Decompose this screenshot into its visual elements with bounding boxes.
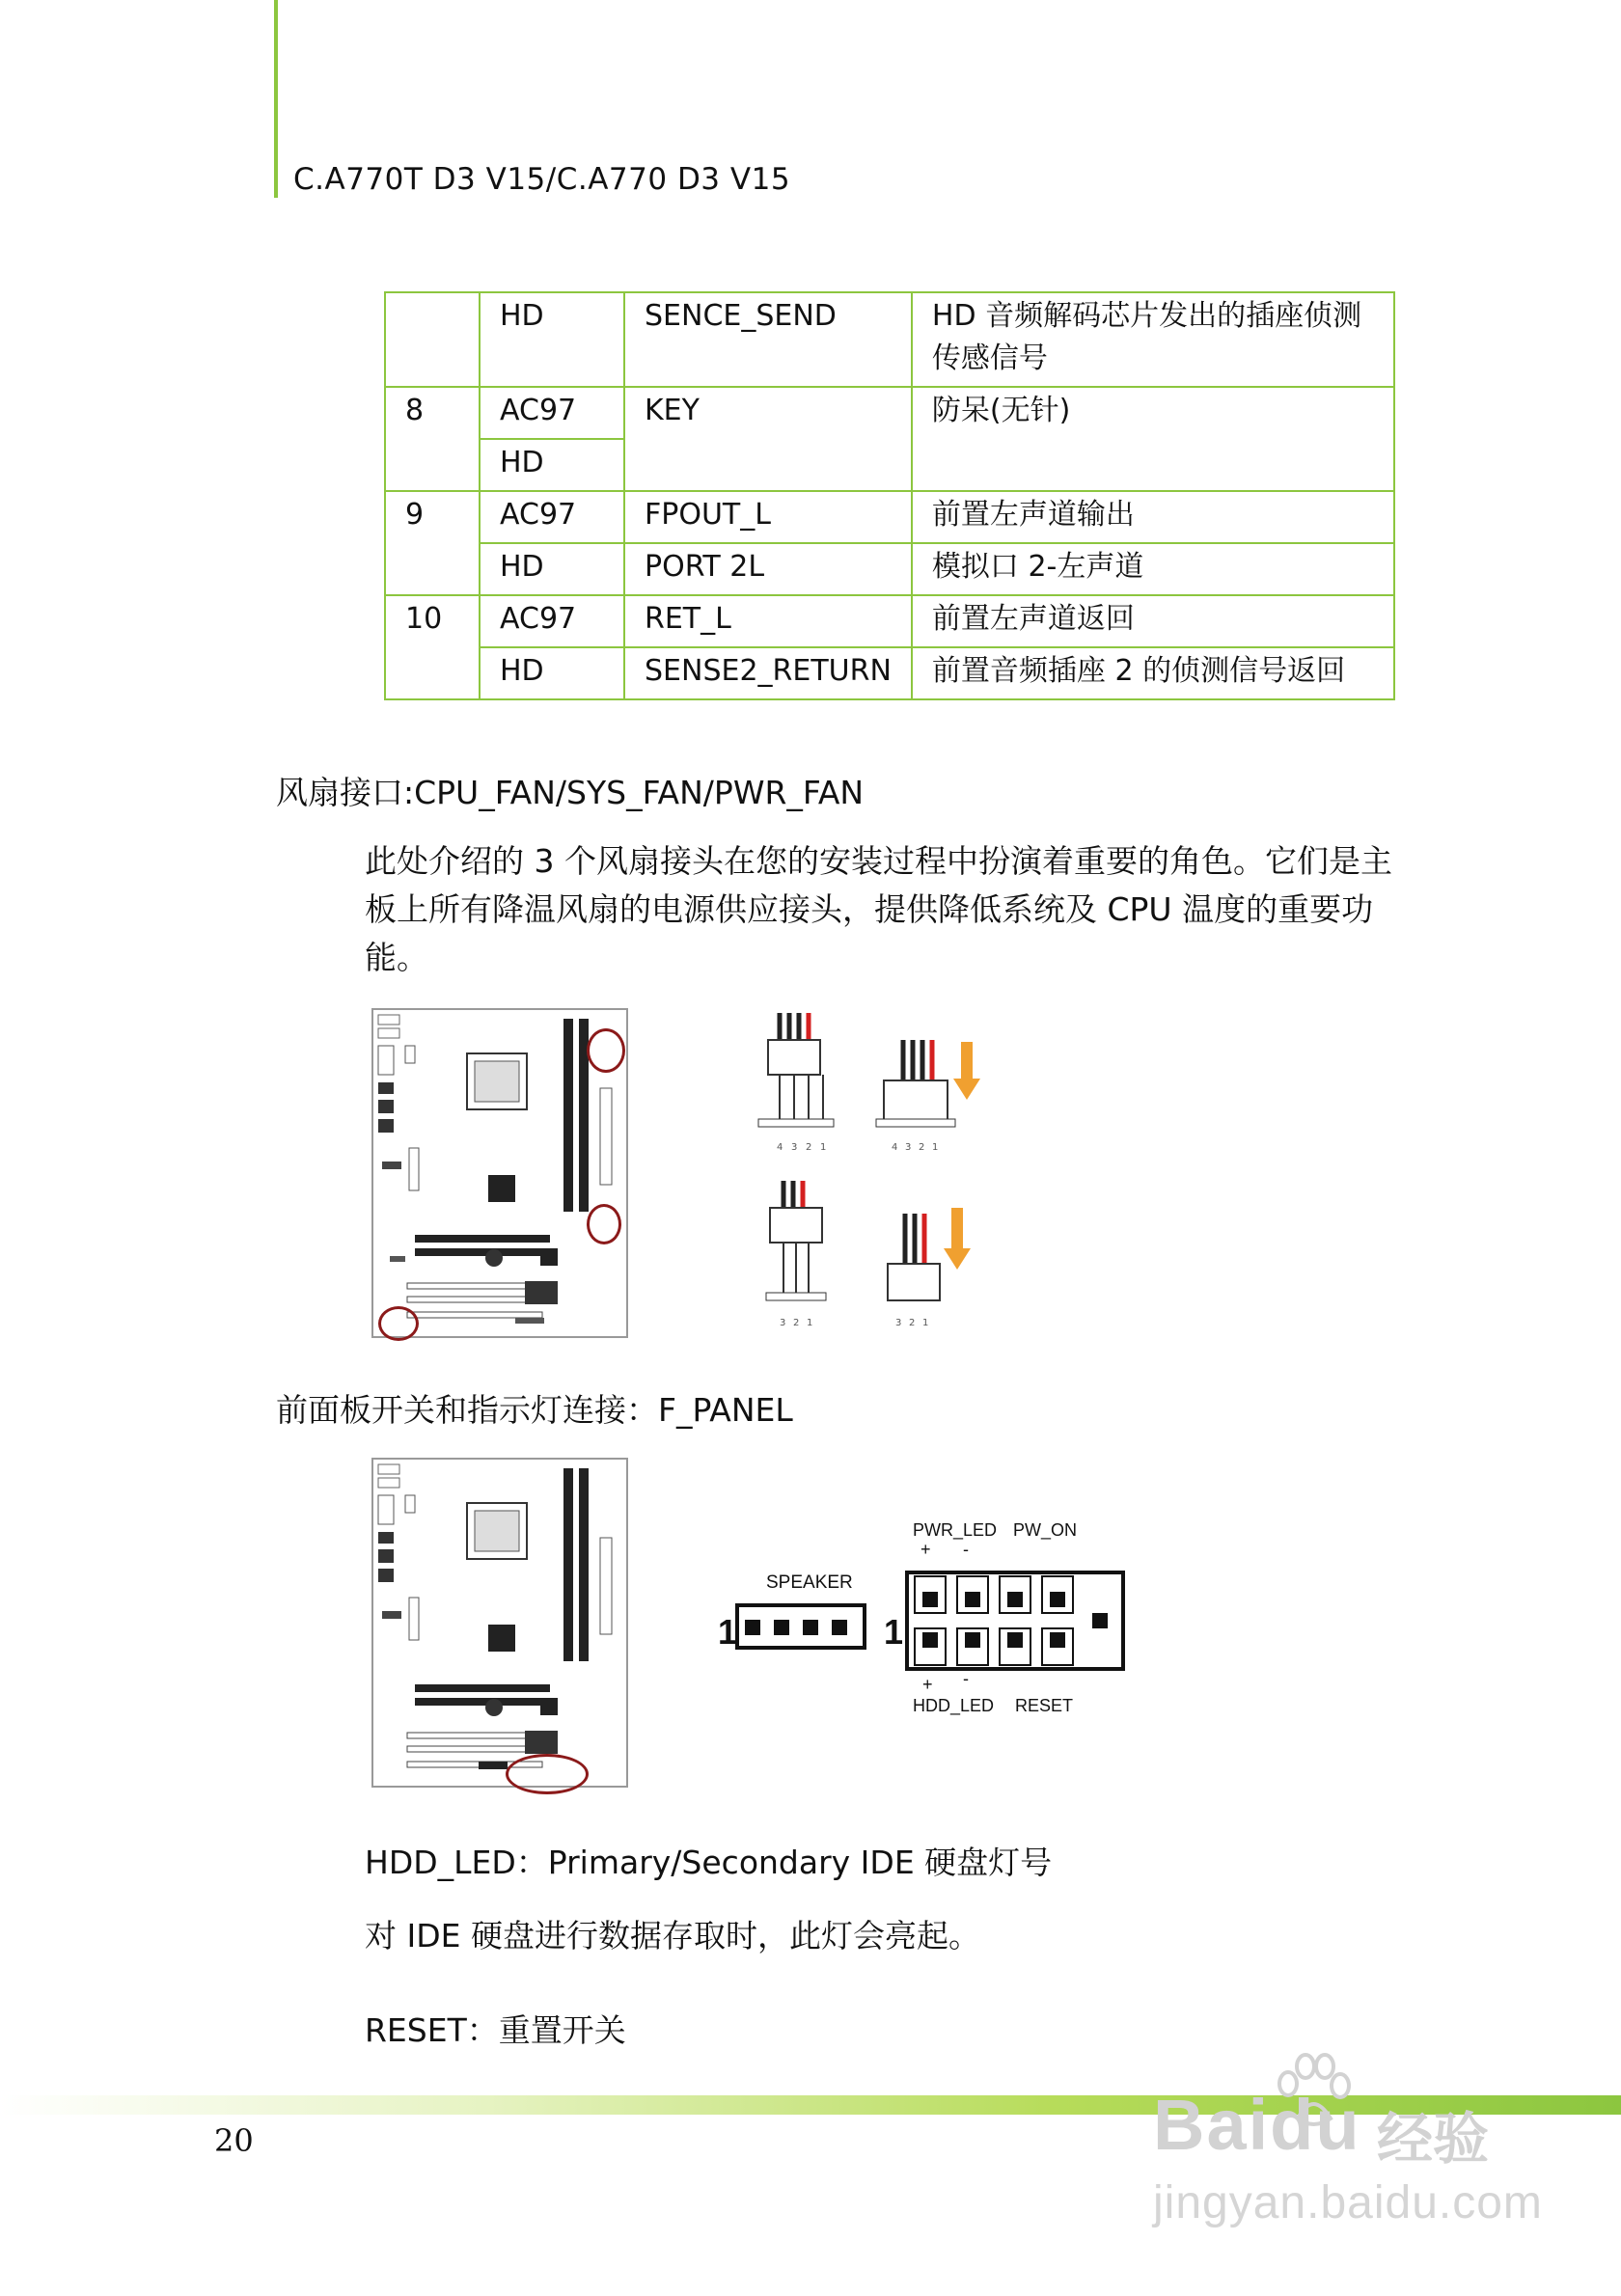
pwr-led-label: PWR_LED (913, 1520, 998, 1540)
description-cell: 前置左声道返回 (912, 595, 1394, 647)
pin-label: 2 (806, 1142, 812, 1153)
signal-cell: PORT 2L (624, 543, 912, 595)
fan-connector-illustration (741, 1007, 1030, 1335)
hdd-led-description: 对 IDE 硬盘进行数据存取时，此灯会亮起。 (365, 1917, 980, 1954)
page-header-model: C.A770T D3 V15/C.A770 D3 V15 (293, 162, 791, 197)
pwr-led-minus: - (963, 1540, 969, 1559)
paragraph-line: 板上所有降温风扇的电源供应接头，提供降低系统及 CPU 温度的重要功 (365, 890, 1374, 928)
pin-label: 3 (780, 1318, 786, 1328)
pin-label: 4 (892, 1142, 898, 1153)
fan-section-paragraph (365, 837, 1392, 982)
pwr-led-plus: + (920, 1540, 931, 1559)
page-number: 20 (214, 2122, 254, 2159)
pin-label: 3 (905, 1142, 912, 1153)
pin-label: 3 (791, 1142, 798, 1153)
hdd-led-minus: - (963, 1669, 969, 1688)
panel-section-title: 前面板开关和指示灯连接：F_PANEL (276, 1391, 793, 1429)
pin-label: 3 (895, 1318, 902, 1328)
watermark-brand-cn: 经验 (1377, 2106, 1490, 2172)
pwr-fan-marker (378, 1306, 419, 1341)
audio-pin-table (384, 291, 1395, 700)
hdd-led-label: HDD_LED (913, 1696, 995, 1715)
pin-label: 1 (807, 1318, 813, 1328)
sys-fan-marker (587, 1204, 621, 1244)
table-row (385, 292, 1394, 387)
pin-cell: 8 (385, 387, 480, 491)
watermark-brand-suffix: du (1270, 2085, 1361, 2165)
reset-label: RESET (1015, 1696, 1074, 1715)
three-pin-connector-plugged (888, 1208, 971, 1300)
signal-cell: FPOUT_L (624, 491, 912, 543)
baidu-jingyan-watermark (1153, 2045, 1543, 2238)
pin-cell (385, 292, 480, 387)
standard-cell: HD (480, 543, 624, 595)
hdd-led-title: HDD_LED：Primary/Secondary IDE 硬盘灯号 (365, 1844, 1053, 1881)
standard-cell: HD (480, 292, 624, 387)
pin-cell: 9 (385, 491, 480, 595)
header-accent-line (274, 0, 278, 198)
pin-label: 2 (909, 1318, 916, 1328)
description-cell: HD 音频解码芯片发出的插座侦测传感信号 (912, 292, 1394, 387)
paragraph-line: 此处介绍的 3 个风扇接头在您的安装过程中扮演着重要的角色。它们是主 (365, 842, 1392, 880)
pin-one-label-left: 1 (718, 1612, 738, 1652)
speaker-label: SPEAKER (766, 1572, 853, 1593)
signal-cell: SENSE2_RETURN (624, 647, 912, 699)
pin-label: 4 (777, 1142, 783, 1153)
hdd-led-plus: + (922, 1675, 933, 1694)
cpu-fan-marker (587, 1028, 625, 1073)
motherboard-panel-location-diagram (371, 1457, 631, 1790)
pin-one-label-right: 1 (884, 1612, 904, 1652)
pin-cell: 10 (385, 595, 480, 699)
pin-label: 2 (793, 1318, 800, 1328)
pin-label: 1 (932, 1142, 939, 1153)
standard-cell: AC97 (480, 491, 624, 543)
signal-cell: SENCE_SEND (624, 292, 912, 387)
table-row (385, 595, 1394, 647)
signal-cell: KEY (624, 387, 912, 491)
pin-label: 1 (820, 1142, 827, 1153)
table-row (385, 387, 1394, 439)
signal-cell: RET_L (624, 595, 912, 647)
pin-label: 2 (919, 1142, 925, 1153)
standard-cell: HD (480, 647, 624, 699)
table-row (385, 543, 1394, 595)
f-panel-marker (506, 1754, 589, 1794)
pw-on-label: PW_ON (1013, 1520, 1078, 1540)
standard-cell: AC97 (480, 387, 624, 439)
description-cell: 模拟口 2-左声道 (912, 543, 1394, 595)
watermark-url: jingyan.baidu.com (1153, 2177, 1543, 2228)
paragraph-line: 能。 (365, 939, 428, 976)
four-pin-connector-plugged (876, 1040, 980, 1127)
three-pin-connector-open (766, 1181, 826, 1300)
table-row (385, 647, 1394, 699)
watermark-brand (1153, 2084, 1361, 2166)
standard-cell: HD (480, 439, 624, 491)
fan-section-title: 风扇接口:CPU_FAN/SYS_FAN/PWR_FAN (276, 774, 865, 811)
table-row (385, 491, 1394, 543)
four-pin-connector-open (758, 1013, 834, 1127)
standard-cell: AC97 (480, 595, 624, 647)
f-panel-pinout-diagram (710, 1513, 1154, 1725)
pin-label: 1 (922, 1318, 929, 1328)
description-cell: 前置音频插座 2 的侦测信号返回 (912, 647, 1394, 699)
description-cell: 前置左声道输出 (912, 491, 1394, 543)
watermark-brand-prefix: Bai (1153, 2085, 1271, 2165)
reset-title: RESET：重置开关 (365, 2011, 626, 2049)
description-cell: 防呆(无针) (912, 387, 1394, 491)
